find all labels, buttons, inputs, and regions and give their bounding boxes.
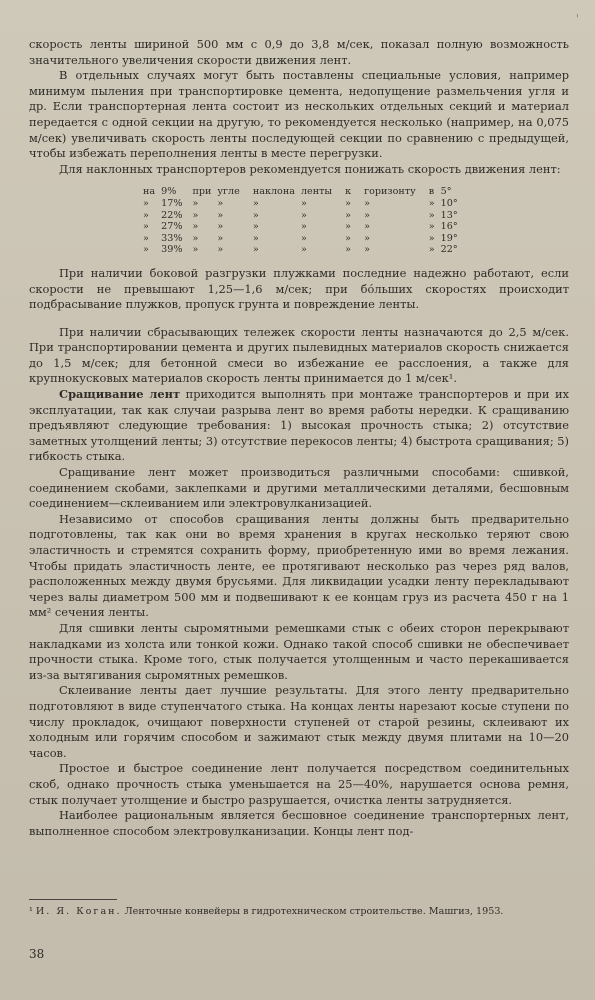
ditto-mark: » bbox=[428, 232, 435, 244]
ditto-mark: » bbox=[252, 221, 259, 233]
speed-table-angle: 10° bbox=[440, 197, 458, 209]
speed-table-cell: ленты bbox=[300, 186, 333, 198]
ditto-mark: » bbox=[345, 197, 351, 209]
ditto-mark: » bbox=[345, 221, 351, 233]
ditto-mark: » bbox=[300, 209, 307, 221]
ditto-mark: » bbox=[192, 197, 199, 209]
corner-mark: ' bbox=[575, 12, 579, 26]
speed-table-row bbox=[143, 221, 464, 233]
speed-table-pct: 33% bbox=[161, 232, 183, 244]
speed-table-row bbox=[143, 210, 464, 222]
ditto-mark: » bbox=[252, 197, 259, 209]
ditto-mark: » bbox=[143, 209, 149, 221]
paragraph-gap bbox=[29, 313, 569, 325]
speed-table-row bbox=[143, 233, 464, 245]
speed-table-cell: при bbox=[192, 186, 212, 198]
ditto-mark: » bbox=[192, 232, 199, 244]
speed-table bbox=[143, 186, 464, 256]
ditto-mark: » bbox=[143, 197, 149, 209]
splicing-text: приходится выполнять при монтаже транспортеров и при их эксплуатации, так как случаи разрыва лент во время работы нередки. К сращиванию предъявляют следующие требования: 1) высокая прочность стыка; 2) отсутствие заметных утолщений ленты; 3) отсутствие перекосов ленты; 4) быстрота сращивания; 5) гибкость стыка. bbox=[29, 387, 569, 464]
ditto-mark: » bbox=[364, 221, 370, 233]
speed-table-cell: наклона bbox=[252, 186, 295, 198]
footnote-mark: ¹ bbox=[29, 906, 36, 917]
ditto-mark: » bbox=[428, 209, 435, 221]
paragraph-rawhide-stitching: Для сшивки ленты сыромятными ремешками стык с обеих сторон перекрывают накладками из холста или тонкой кожи. Однако такой способ сшивки не обеспечивает прочности стыка. Кроме того, стык получается утолщенным и часто перекашивается из-за вытягивания сыромятных ремешков. bbox=[29, 620, 569, 682]
speed-table-cell: к bbox=[345, 186, 352, 198]
speed-table-angle: 19° bbox=[440, 232, 458, 244]
speed-table-cell: 5° bbox=[440, 186, 452, 198]
speed-table-cell: угле bbox=[217, 186, 240, 198]
page-number: 38 bbox=[29, 947, 45, 961]
paragraph-tripper-carts: При наличии сбрасывающих тележек скорости ленты назначаются до 2,5 м/сек. При транспортировании цемента и других пылевидных материалов скорость снижается до 1,5 м/сек; для бетонной смеси во избежание ее расслоения, а также для крупнокусковых материалов скорость ленты принимается до 1 м/сек¹. bbox=[29, 324, 569, 386]
splicing-heading: Сращивание лент bbox=[59, 387, 181, 402]
speed-table-cell: на bbox=[143, 186, 156, 198]
paragraph-vulcanization: Наиболее рациональным является бесшовное соединение транспортерных лент, выполненное способом электровулканизации. Концы лент под- bbox=[29, 808, 569, 838]
ditto-mark: » bbox=[300, 197, 307, 209]
speed-table-cell: 9% bbox=[161, 186, 177, 198]
ditto-mark: » bbox=[300, 221, 307, 233]
ditto-mark: » bbox=[217, 232, 224, 244]
ditto-mark: » bbox=[252, 232, 259, 244]
speed-table-header-row bbox=[143, 186, 464, 198]
speed-table-cell: горизонту bbox=[364, 186, 416, 198]
footnote-rule bbox=[29, 899, 117, 900]
ditto-mark: » bbox=[364, 244, 370, 256]
ditto-mark: » bbox=[143, 244, 149, 256]
ditto-mark: » bbox=[217, 221, 224, 233]
paragraph-gluing: Склеивание ленты дает лучшие результаты. Для этого ленту предварительно подготовляют в виде ступенчатого стыка. На концах ленты нарезают косые ступени по числу прокладок, очищают поверхности ступеней от старой резины, склеивают их холодным или горячим способом и зажимают стык между двумя плитами на 10—20 часов. bbox=[29, 683, 569, 760]
footnote bbox=[29, 905, 569, 919]
ditto-mark: » bbox=[217, 244, 224, 256]
ditto-mark: » bbox=[192, 209, 199, 221]
ditto-mark: » bbox=[345, 244, 351, 256]
ditto-mark: » bbox=[345, 232, 351, 244]
footnote-text: Ленточные конвейеры в гидротехническом строительстве. Машгиз, 1953. bbox=[121, 906, 504, 917]
ditto-mark: » bbox=[300, 232, 307, 244]
speed-table-angle: 16° bbox=[440, 221, 458, 233]
speed-table-angle: 13° bbox=[440, 209, 458, 221]
speed-table-pct: 17% bbox=[161, 197, 183, 209]
speed-table-pct: 39% bbox=[161, 244, 183, 256]
speed-table-row bbox=[143, 198, 464, 210]
ditto-mark: » bbox=[428, 221, 435, 233]
ditto-mark: » bbox=[428, 244, 435, 256]
ditto-mark: » bbox=[345, 209, 351, 221]
speed-table-row bbox=[143, 244, 464, 256]
paragraph-plough-discharge: При наличии боковой разгрузки плужками последние надежно работают, если скорости не превышают 1,25—1,6 м/сек; при бо́льших скоростях происходит подбрасывание плужков, пропуск грунта и повреждение ленты. bbox=[29, 265, 569, 312]
speed-table-pct: 27% bbox=[161, 221, 183, 233]
ditto-mark: » bbox=[217, 209, 224, 221]
ditto-mark: » bbox=[143, 221, 149, 233]
paragraph-inclined-intro: Для наклонных транспортеров рекомендуется понижать скорость движения лент: bbox=[59, 161, 561, 176]
ditto-mark: » bbox=[364, 197, 370, 209]
speed-table-angle: 22° bbox=[440, 244, 458, 256]
paragraph-special-conditions: В отдельных случаях могут быть поставлены специальные условия, например минимум пыления при транспортировке цемента, недопущение размельчения угля и др. Если транспортерная лента состоит из нескольких отдельных секций и материал передается с одной секции на другую, то рекомендуется несколько (например, на 0,075 м/сек) увеличивать скорость ленты последующей секции по сравнению с предыдущей, чтобы избежать переполнения ленты в месте перегрузки. bbox=[29, 68, 569, 161]
speed-table-pct: 22% bbox=[161, 209, 183, 221]
ditto-mark: » bbox=[217, 197, 224, 209]
ditto-mark: » bbox=[192, 221, 199, 233]
ditto-mark: » bbox=[192, 244, 199, 256]
footnote-author: И. Я. Коган. bbox=[35, 906, 122, 917]
paragraph-continuation: скорость ленты шириной 500 мм с 0,9 до 3,8 м/сек, показал полную возможность значительного увеличения скорости движения лент. bbox=[29, 37, 569, 67]
paragraph-preparation: Независимо от способов сращивания ленты должны быть предварительно подготовлены, так как они во время хранения в кругах несколько теряют свою эластичность и стремятся сохранить форму, приобретенную ими во время лежания. Чтобы придать эластичность ленте, ее протягивают несколько раз через ряд валов, расположенных между двумя брусьями. Для ликвидации усадки ленту перекладывают через валы диаметром 500 мм и подвешивают к ее концам груз из расчета 450 г на 1 мм² сечения ленты. bbox=[29, 511, 569, 620]
paragraph-splicing-intro bbox=[29, 387, 569, 465]
speed-table-cell: в bbox=[428, 186, 435, 198]
ditto-mark: » bbox=[252, 209, 259, 221]
ditto-mark: » bbox=[428, 197, 435, 209]
paragraph-staples: Простое и быстрое соединение лент получается посредством соединительных скоб, однако прочность стыка уменьшается на 25—40%, нарушается основа ремня, стык получает утолщение и быстро разрушается, очистка ленты затрудняется. bbox=[29, 761, 569, 807]
ditto-mark: » bbox=[300, 244, 307, 256]
paragraph-splicing-methods: Сращивание лент может производиться различными способами: сшивкой, соединением скобами, заклепками и другими металлическими деталями, бесшовным соединением—склеиванием или электровулканизацией. bbox=[29, 465, 569, 511]
ditto-mark: » bbox=[364, 209, 370, 221]
ditto-mark: » bbox=[143, 232, 149, 244]
ditto-mark: » bbox=[364, 232, 370, 244]
page-body bbox=[29, 37, 569, 839]
ditto-mark: » bbox=[252, 244, 259, 256]
